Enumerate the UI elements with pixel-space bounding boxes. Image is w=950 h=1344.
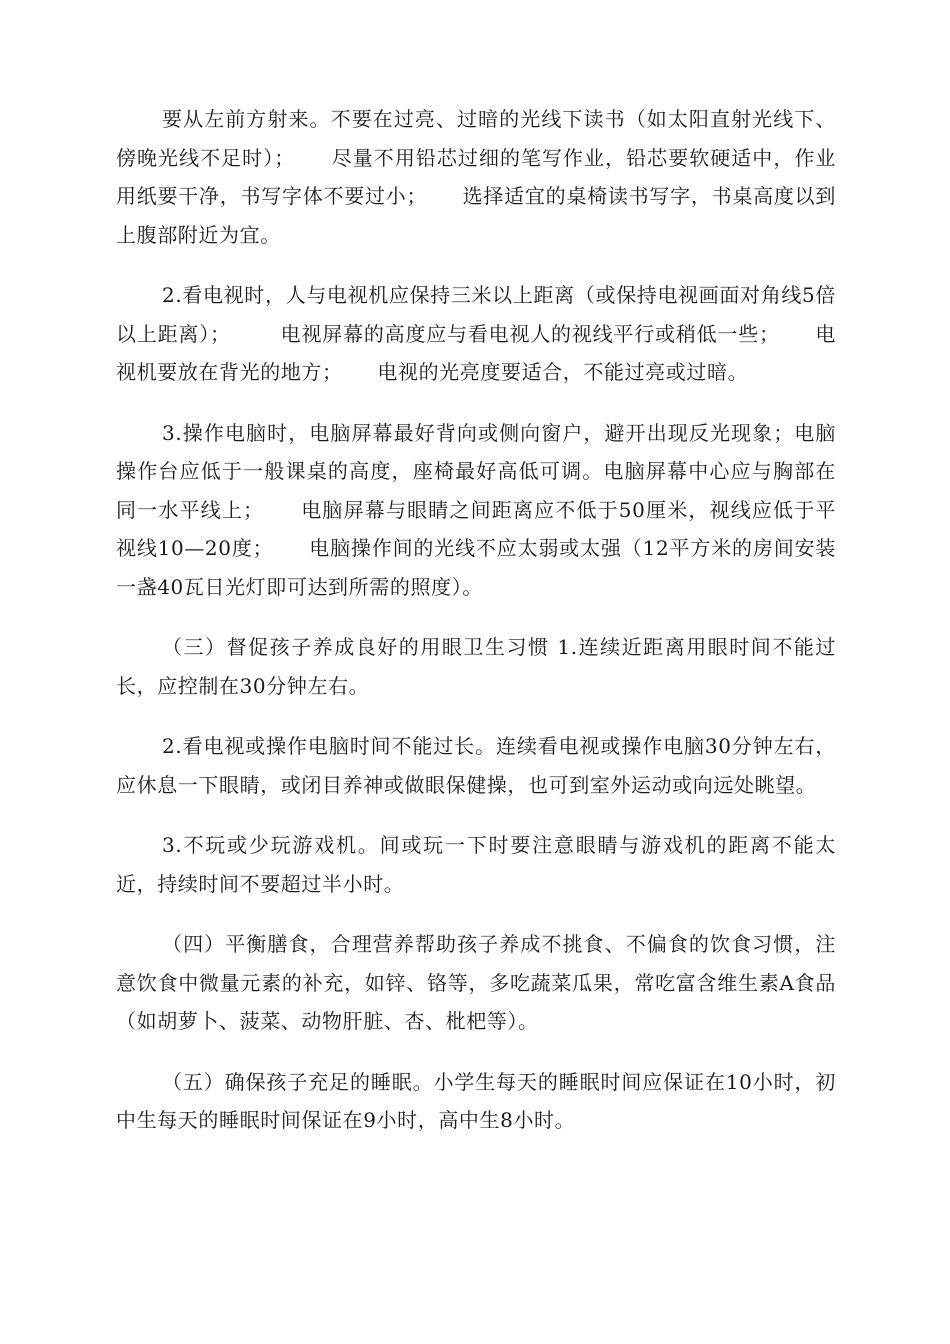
paragraph-section-three-habits: （三）督促孩子养成良好的用眼卫生习惯 1.连续近距离用眼时间不能过长，应控制在30分钟左右。 bbox=[116, 635, 836, 698]
document-page bbox=[116, 100, 836, 1162]
paragraph-screen-time: 2.看电视或操作电脑时间不能过长。连续看电视或操作电脑30分钟左右，应休息一下眼睛，或闭目养神或做眼保健操，也可到室外运动或向远处眺望。 bbox=[116, 734, 836, 797]
paragraph-lighting-continued: 要从左前方射来。不要在过亮、过暗的光线下读书（如太阳直射光线下、傍晚光线不足时）； 尽量不用铅芯过细的笔写作业，铅芯要软硬适中，作业用纸要干净，书写字体不要过小； 选择适宜的桌椅读书写字，书桌高度以到上腹部附近为宜。 bbox=[116, 107, 836, 247]
paragraph-section-four-diet: （四）平衡膳食，合理营养帮助孩子养成不挑食、不偏食的饮食习惯，注意饮食中微量元素的补充，如锌、铬等，多吃蔬菜瓜果，常吃富含维生素A食品（如胡萝卜、菠菜、动物肝脏、杏、枇杷等）。 bbox=[116, 932, 836, 1033]
paragraph-computer-setup: 3.操作电脑时，电脑屏幕最好背向或侧向窗户，避开出现反光现象；电脑操作台应低于一般课桌的高度，座椅最好高低可调。电脑屏幕中心应与胸部在同一水平线上； 电脑屏幕与眼睛之间距离应不低于50厘米，视线应低于平视线10—20度； 电脑操作间的光线不应太弱或太强（12平方米的房间安装一盏40瓦日光灯即可达到所需的照度）。 bbox=[116, 420, 836, 599]
paragraph-tv-distance: 2.看电视时，人与电视机应保持三米以上距离（或保持电视画面对角线5倍以上距离）； 电视屏幕的高度应与看电视人的视线平行或稍低一些； 电视机要放在背光的地方； 电视的光亮度要适合，不能过亮或过暗。 bbox=[116, 283, 836, 384]
paragraph-section-five-sleep: （五）确保孩子充足的睡眠。小学生每天的睡眠时间应保证在10小时，初中生每天的睡眠时间保证在9小时，高中生8小时。 bbox=[116, 1069, 836, 1132]
paragraph-game-console: 3.不玩或少玩游戏机。间或玩一下时要注意眼睛与游戏机的距离不能太近，持续时间不要超过半小时。 bbox=[116, 833, 836, 896]
